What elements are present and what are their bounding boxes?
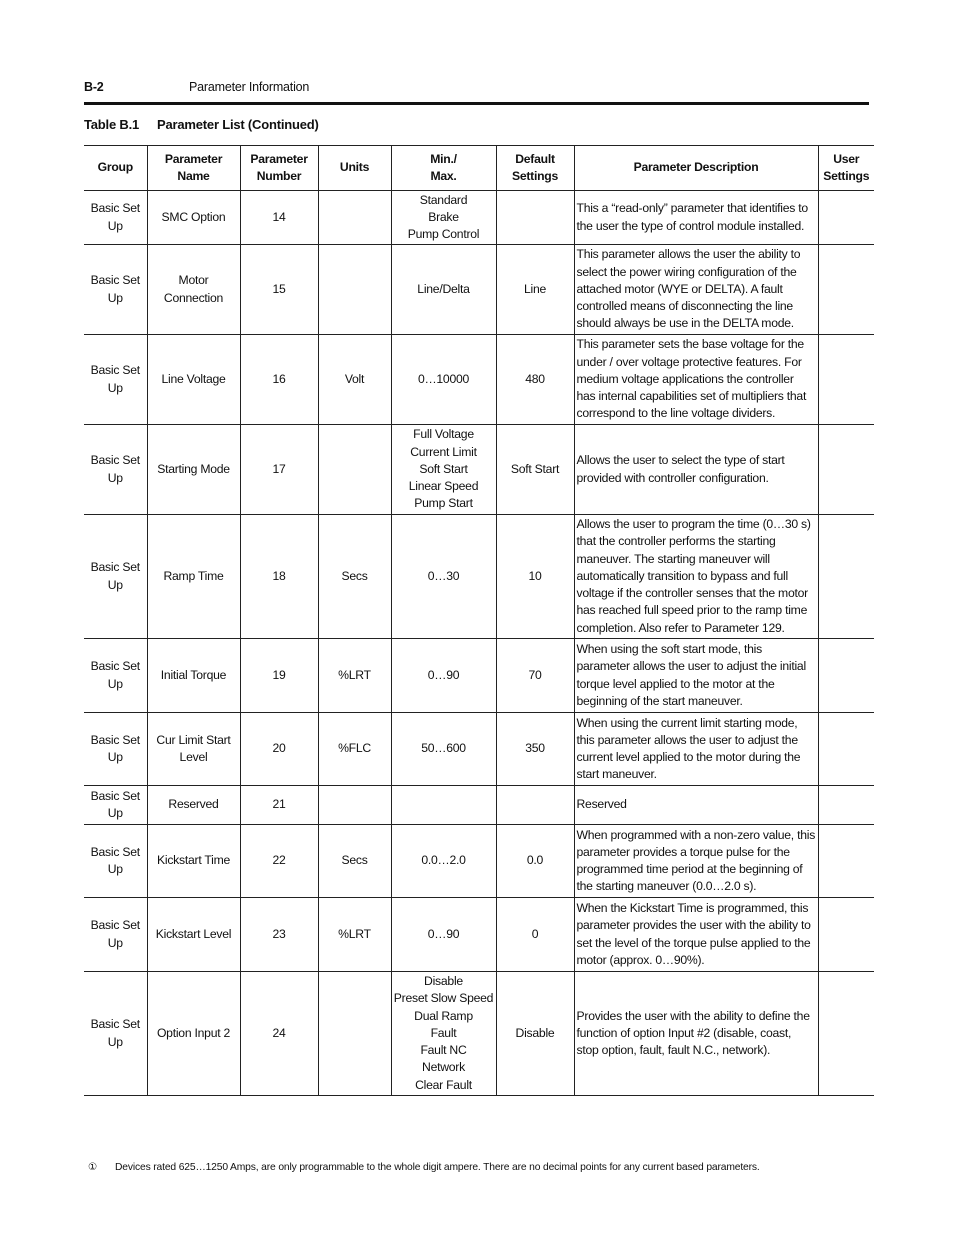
cell-min-max: Disable Preset Slow Speed Dual Ramp Fault Fault NC Network Clear Fault [391,972,496,1096]
table-row [84,825,874,898]
cell-group: Basic Set Up [84,245,147,335]
cell-user-settings [818,191,874,245]
cell-parameter-number: 24 [240,972,318,1096]
cell-description: Allows the user to select the type of start provided with controller configuration. [574,425,818,515]
table-row [84,515,874,639]
cell-parameter-name: Option Input 2 [147,972,240,1096]
cell-group: Basic Set Up [84,335,147,425]
cell-user-settings [818,972,874,1096]
cell-parameter-number: 17 [240,425,318,515]
cell-user-settings [818,825,874,898]
cell-description: Allows the user to program the time (0…30 s) that the controller performs the starting maneuver. The starting maneuver will automatically transition to bypass and full voltage if the controller senses that the motor has reached full speed prior to the ramp time completion. Also refer to Parameter 129. [574,515,818,639]
table-row [84,191,874,245]
cell-default-settings: Disable [496,972,574,1096]
cell-min-max: 0…30 [391,515,496,639]
cell-parameter-name: Cur Limit Start Level [147,713,240,786]
footnote [88,1161,760,1173]
page-number: B-2 [84,80,104,94]
cell-group: Basic Set Up [84,786,147,825]
cell-parameter-number: 15 [240,245,318,335]
cell-units [318,425,391,515]
cell-default-settings [496,191,574,245]
cell-parameter-number: 22 [240,825,318,898]
cell-min-max: 0…90 [391,898,496,972]
table-row [84,639,874,713]
table-row [84,972,874,1096]
col-header-group: Group [84,146,147,191]
table-row [84,335,874,425]
cell-parameter-name: Reserved [147,786,240,825]
cell-default-settings: 480 [496,335,574,425]
table-body [84,191,874,1096]
col-header-units: Units [318,146,391,191]
table-header-row [84,146,874,191]
cell-default-settings: 10 [496,515,574,639]
cell-description: When using the current limit starting mode, this parameter allows the user to adjust the current level applied to the motor during the start maneuver. [574,713,818,786]
col-header-min-max: Min./ Max. [391,146,496,191]
cell-description: When programmed with a non-zero value, this parameter provides a torque pulse for the programmed time period at the beginning of the starting maneuver (0.0…2.0 s). [574,825,818,898]
cell-min-max: 0…10000 [391,335,496,425]
cell-user-settings [818,639,874,713]
cell-group: Basic Set Up [84,515,147,639]
cell-min-max: 0…90 [391,639,496,713]
col-header-user-settings: User Settings [818,146,874,191]
cell-description: When using the soft start mode, this parameter allows the user to adjust the initial torque level applied to the motor at the beginning of the start maneuver. [574,639,818,713]
cell-parameter-number: 21 [240,786,318,825]
cell-default-settings [496,786,574,825]
table-row [84,786,874,825]
cell-group: Basic Set Up [84,191,147,245]
cell-description: This parameter sets the base voltage for the under / over voltage protective features. For medium voltage applications the controller has internal capabilities set of multipliers that correspond to the line voltage dividers. [574,335,818,425]
parameter-table [84,145,874,1096]
cell-units: %LRT [318,639,391,713]
cell-group: Basic Set Up [84,972,147,1096]
cell-group: Basic Set Up [84,425,147,515]
cell-units [318,191,391,245]
cell-units: %FLC [318,713,391,786]
cell-default-settings: Soft Start [496,425,574,515]
cell-description: Reserved [574,786,818,825]
cell-description: This parameter allows the user the ability to select the power wiring configuration of the attached motor (WYE or DELTA). A fault controlled means of disconnecting the line should always be use in the DELTA mode. [574,245,818,335]
cell-units: Secs [318,515,391,639]
page-header [84,80,868,102]
cell-min-max [391,786,496,825]
cell-user-settings [818,245,874,335]
cell-user-settings [818,515,874,639]
cell-units: Volt [318,335,391,425]
table-caption [84,117,319,132]
cell-units [318,245,391,335]
cell-user-settings [818,335,874,425]
table-caption-number: Table B.1 [84,117,140,132]
cell-parameter-name: Ramp Time [147,515,240,639]
cell-units: %LRT [318,898,391,972]
table-row [84,713,874,786]
cell-parameter-number: 23 [240,898,318,972]
cell-default-settings: Line [496,245,574,335]
col-header-parameter-name: Parameter Name [147,146,240,191]
cell-group: Basic Set Up [84,825,147,898]
col-header-description: Parameter Description [574,146,818,191]
cell-default-settings: 70 [496,639,574,713]
cell-min-max: Line/Delta [391,245,496,335]
footnote-mark: ① [88,1162,98,1173]
table-caption-title: Parameter List (Continued) [157,117,319,132]
col-header-parameter-number: Parameter Number [240,146,318,191]
cell-default-settings: 0 [496,898,574,972]
col-header-default-settings: Default Settings [496,146,574,191]
cell-user-settings [818,713,874,786]
cell-parameter-name: Line Voltage [147,335,240,425]
cell-min-max: 50…600 [391,713,496,786]
section-title: Parameter Information [189,80,310,94]
footnote-text: Devices rated 625…1250 Amps, are only programmable to the whole digit ampere. There are no decimal points for any current based parameters. [115,1162,760,1173]
cell-group: Basic Set Up [84,898,147,972]
header-rule [84,102,869,105]
cell-user-settings [818,898,874,972]
cell-parameter-name: Kickstart Level [147,898,240,972]
cell-units [318,786,391,825]
cell-description: When the Kickstart Time is programmed, this parameter provides the user with the ability to set the level of the torque pulse applied to the motor (approx. 0…90%). [574,898,818,972]
cell-parameter-number: 14 [240,191,318,245]
cell-units: Secs [318,825,391,898]
cell-parameter-number: 20 [240,713,318,786]
cell-parameter-name: Initial Torque [147,639,240,713]
cell-user-settings [818,786,874,825]
table-row [84,425,874,515]
cell-parameter-number: 16 [240,335,318,425]
cell-group: Basic Set Up [84,713,147,786]
cell-min-max: Standard Brake Pump Control [391,191,496,245]
cell-parameter-name: Motor Connection [147,245,240,335]
cell-description: Provides the user with the ability to define the function of option Input #2 (disable, coast, stop option, fault, fault N.C., network). [574,972,818,1096]
cell-default-settings: 350 [496,713,574,786]
cell-parameter-name: SMC Option [147,191,240,245]
table-row [84,898,874,972]
cell-min-max: 0.0…2.0 [391,825,496,898]
cell-min-max: Full Voltage Current Limit Soft Start Linear Speed Pump Start [391,425,496,515]
cell-user-settings [818,425,874,515]
cell-default-settings: 0.0 [496,825,574,898]
cell-units [318,972,391,1096]
cell-parameter-number: 18 [240,515,318,639]
cell-parameter-name: Kickstart Time [147,825,240,898]
table-row [84,245,874,335]
cell-parameter-number: 19 [240,639,318,713]
cell-group: Basic Set Up [84,639,147,713]
cell-parameter-name: Starting Mode [147,425,240,515]
cell-description: This a “read-only” parameter that identifies to the user the type of control module installed. [574,191,818,245]
